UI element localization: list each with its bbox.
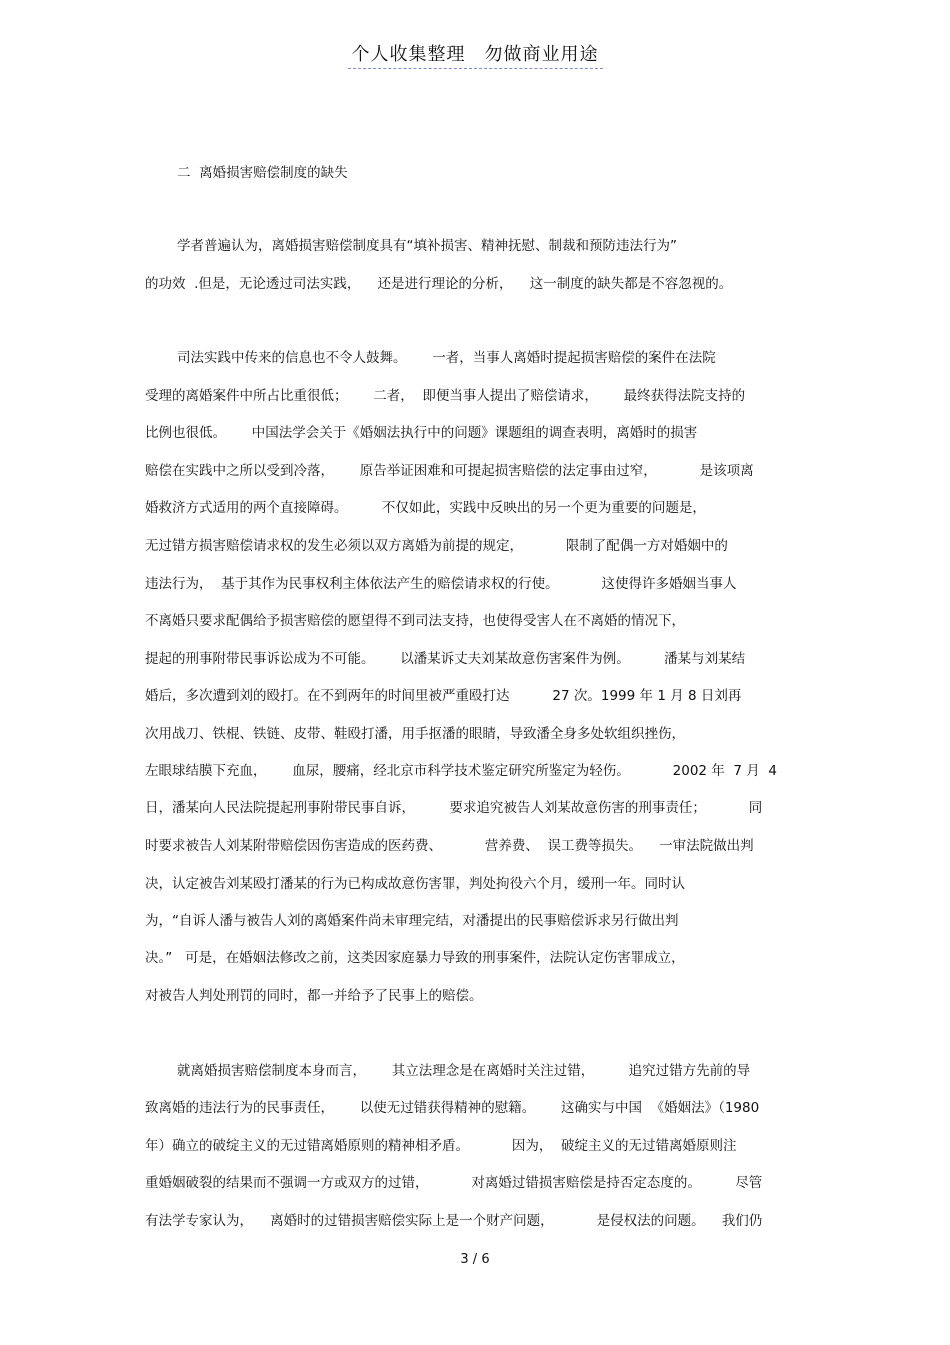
text-line: 致离婚的违法行为的民事责任， 以使无过错获得精神的慰籍。 这确实与中国 《婚姻法》（1980 xyxy=(145,1100,760,1116)
header-text: 个人收集整理 勿做商业用途 xyxy=(348,44,603,69)
text-line: 提起的刑事附带民事诉讼成为不可能。 以潘某诉丈夫刘某故意伤害案件为例。 潘某与刘某结 xyxy=(145,651,746,667)
text-line: 不离婚只要求配偶给予损害赔偿的愿望得不到司法支持，也使得受害人在不离婚的情况下， xyxy=(145,613,685,629)
text-line: 赔偿在实践中之所以受到冷落， 原告举证困难和可提起损害赔偿的法定事由过窄， 是该项离 xyxy=(145,463,754,479)
text-line: 时要求被告人刘某附带赔偿因伤害造成的医药费、 营养费、 误工费等损失。 一审法院做出判 xyxy=(145,838,754,854)
text-line: 次用战刀、铁棍、铁链、皮带、鞋殴打潘，用手抠潘的眼睛，导致潘全身多处软组织挫伤， xyxy=(145,726,685,742)
page-header xyxy=(0,40,950,66)
text-line: 左眼球结膜下充血， 血尿，腰痛，经北京市科学技术鉴定研究所鉴定为轻伤。 2002 年 7 月 4 xyxy=(145,763,777,779)
text-line: 受理的离婚案件中所占比重很低； 二者， 即便当事人提出了赔偿请求， 最终获得法院支持的 xyxy=(145,388,746,404)
text-line: 司法实践中传来的信息也不令人鼓舞。 一者，当事人离婚时提起损害赔偿的案件在法院 xyxy=(177,350,716,366)
text-line: 的功效 .但是，无论透过司法实践， 还是进行理论的分析， 这一制度的缺失都是不容忽视的。 xyxy=(145,276,733,292)
text-line: 对被告人判处刑罚的同时，都一并给予了民事上的赔偿。 xyxy=(145,988,483,1004)
text-line: 学者普遍认为，离婚损害赔偿制度具有“填补损害、精神抚慰、制裁和预防违法行为” xyxy=(177,238,677,254)
text-line: 重婚姻破裂的结果而不强调一方或双方的过错， 对离婚过错损害赔偿是持否定态度的。 尽管 xyxy=(145,1175,763,1191)
text-line: 决，认定被告刘某殴打潘某的行为已构成故意伤害罪，判处拘役六个月，缓刑一年。同时认 xyxy=(145,876,685,892)
text-line: 日，潘某向人民法院提起刑事附带民事自诉， 要求追究被告人刘某故意伤害的刑事责任； 同 xyxy=(145,800,763,816)
text-line: 违法行为， 基于其作为民事权利主体依法产生的赔偿请求权的行使。 这使得许多婚姻当事人 xyxy=(145,576,737,592)
text-line: 决。” 可是，在婚姻法修改之前，这类因家庭暴力导致的刑事案件，法院认定伤害罪成立， xyxy=(145,950,685,966)
text-line: 婚后，多次遭到刘的殴打。在不到两年的时间里被严重殴打达 27 次。1999 年 1 月 8 日刘再 xyxy=(145,688,742,704)
text-line: 无过错方损害赔偿请求权的发生必须以双方离婚为前提的规定， 限制了配偶一方对婚姻中的 xyxy=(145,538,728,554)
text-line: 有法学专家认为， 离婚时的过错损害赔偿实际上是一个财产问题， 是侵权法的问题。 我们仍 xyxy=(145,1213,763,1229)
text-line: 为，“自诉人潘与被告人刘的离婚案件尚未审理完结，对潘提出的民事赔偿诉求另行做出判 xyxy=(145,913,679,929)
text-line: 婚救济方式适用的两个直接障碍。 不仅如此，实践中反映出的另一个更为重要的问题是， xyxy=(145,500,706,516)
page-number: 3 / 6 xyxy=(460,1252,490,1267)
text-line: 比例也很低。 中国法学会关于《婚姻法执行中的问题》课题组的调查表明，离婚时的损害 xyxy=(145,425,698,441)
text-line: 就离婚损害赔偿制度本身而言， 其立法理念是在离婚时关注过错， 追究过错方先前的导 xyxy=(177,1063,751,1079)
text-line: 年）确立的破绽主义的无过错离婚原则的精神相矛盾。 因为， 破绽主义的无过错离婚原则注 xyxy=(145,1138,737,1154)
section-heading: 二 离婚损害赔偿制度的缺失 xyxy=(177,165,348,181)
